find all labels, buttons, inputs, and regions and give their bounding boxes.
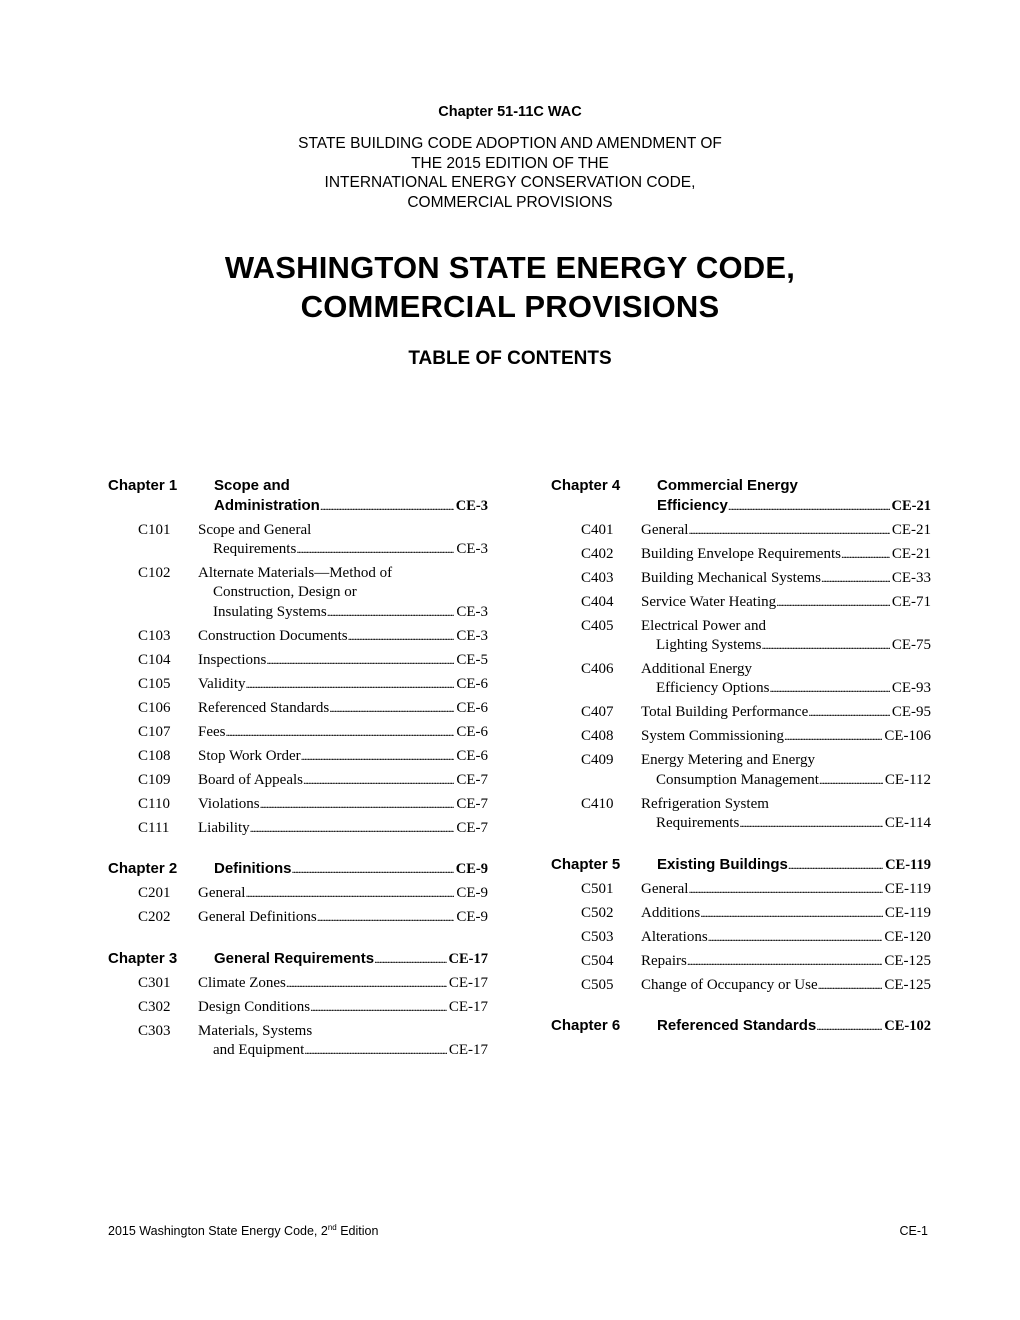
toc-section-entry[interactable] <box>551 521 931 540</box>
section-title-line <box>641 727 931 746</box>
section-title <box>641 952 931 971</box>
section-title-line <box>641 703 931 722</box>
section-title-text: Additions <box>641 904 701 921</box>
section-number: C501 <box>581 880 614 897</box>
chapter-spacer <box>108 928 488 949</box>
toc-chapter <box>551 476 931 834</box>
dot-leader <box>304 1041 447 1060</box>
section-number: C103 <box>138 627 171 644</box>
section-page: CE-21 <box>891 521 931 538</box>
chapter-title <box>657 476 931 516</box>
chapter-heading[interactable] <box>108 859 488 880</box>
toc-section-entry[interactable] <box>551 593 931 612</box>
toc-section-entry[interactable] <box>108 564 488 622</box>
dot-leader <box>303 771 454 790</box>
section-page: CE-3 <box>456 541 488 557</box>
chapter-id: Chapter 51-11C WAC <box>438 104 582 120</box>
chapter-title <box>657 1016 931 1037</box>
chapter-title-line <box>214 859 488 880</box>
section-number: C303 <box>138 1022 171 1039</box>
section-title-text: System Commissioning <box>641 728 784 745</box>
dot-leader <box>816 1016 882 1037</box>
section-page: CE-5 <box>456 651 488 668</box>
section-title <box>198 651 488 670</box>
chapter-heading[interactable] <box>551 855 931 876</box>
section-number: C405 <box>581 617 614 634</box>
section-page: CE-71 <box>891 593 931 610</box>
section-page: CE-3 <box>456 627 488 644</box>
section-number: C101 <box>138 521 171 538</box>
section-title-line: Additional Energy <box>641 661 752 677</box>
dot-leader <box>374 949 446 970</box>
section-title-text: Validity <box>198 675 246 692</box>
section-title-line <box>641 814 931 833</box>
section-number: C401 <box>581 521 614 538</box>
toc-section-entry[interactable] <box>108 699 488 718</box>
section-title-line: Alternate Materials—Method of <box>198 565 393 581</box>
toc-section-entry[interactable] <box>551 569 931 588</box>
chapter-label: Chapter 3 <box>108 949 178 967</box>
section-number: C407 <box>581 704 614 721</box>
chapter-label: Chapter 1 <box>108 477 178 494</box>
toc-section-entry[interactable] <box>108 974 488 993</box>
section-title-text: Alterations <box>641 928 708 945</box>
section-title-line <box>198 747 488 766</box>
toc-section-entry[interactable] <box>551 880 931 899</box>
dot-leader <box>226 723 455 742</box>
dot-leader <box>700 904 883 923</box>
section-title-text: Fees <box>198 723 226 740</box>
section-number: C505 <box>581 976 614 993</box>
toc-section-entry[interactable] <box>551 751 931 790</box>
section-page: CE-3 <box>456 603 488 620</box>
toc-section-entry[interactable] <box>108 771 488 790</box>
section-title-line <box>641 880 931 899</box>
toc-section-entry[interactable] <box>108 723 488 742</box>
chapter-label: Chapter 6 <box>551 1017 621 1035</box>
chapter-label: Chapter 5 <box>551 855 621 873</box>
section-number: C105 <box>138 675 171 692</box>
chapter-title-line <box>657 1016 931 1037</box>
toc-column-right <box>551 476 931 1037</box>
dot-leader <box>245 884 454 903</box>
section-number: C111 <box>138 819 170 836</box>
chapter-page: CE-9 <box>455 861 488 878</box>
chapter-page: CE-17 <box>448 950 488 967</box>
document-title <box>0 248 1020 326</box>
chapter-heading[interactable] <box>108 949 488 970</box>
section-number: C106 <box>138 699 171 716</box>
section-page: CE-119 <box>884 904 931 921</box>
section-page: CE-125 <box>884 952 931 969</box>
dot-leader <box>688 880 882 899</box>
toc-chapter <box>551 1016 931 1037</box>
section-page: CE-17 <box>448 1042 488 1059</box>
section-title-line <box>641 521 931 540</box>
toc-section-entry[interactable] <box>551 904 931 923</box>
section-title <box>641 880 931 899</box>
section-title-line: Refrigeration System <box>641 795 769 812</box>
section-title-line <box>641 976 931 995</box>
toc-section-entry[interactable] <box>108 908 488 927</box>
section-title-text: Violations <box>198 795 260 812</box>
section-page: CE-21 <box>891 545 931 562</box>
dot-leader <box>818 976 883 995</box>
section-title-text: Total Building Performance <box>641 704 809 721</box>
section-title-line <box>198 974 488 993</box>
section-page: CE-114 <box>884 815 931 832</box>
dot-leader <box>329 699 454 718</box>
section-title-line <box>198 603 488 622</box>
section-title-text: Repairs <box>641 952 687 969</box>
section-title-line <box>198 627 488 646</box>
section-title-line <box>198 723 488 742</box>
dot-leader <box>317 908 455 927</box>
section-page: CE-6 <box>456 723 488 740</box>
section-number: C408 <box>581 728 614 745</box>
section-page: CE-112 <box>884 771 931 788</box>
section-title-text: Consumption Management <box>656 771 819 788</box>
section-number: C410 <box>581 795 614 812</box>
section-title-text: Lighting Systems <box>656 637 762 653</box>
chapter-title-text: Administration <box>214 496 320 514</box>
dot-leader <box>784 727 882 746</box>
section-number: C108 <box>138 747 171 764</box>
dot-leader <box>821 569 890 588</box>
section-title-text: and Equipment <box>213 1042 305 1059</box>
chapter-page: CE-21 <box>891 497 931 514</box>
section-title-line <box>641 952 931 971</box>
chapter-title <box>657 855 931 876</box>
toc-chapter <box>108 949 488 1061</box>
section-title <box>641 703 931 722</box>
section-title-line <box>198 998 488 1017</box>
section-page: CE-93 <box>891 680 931 697</box>
section-title <box>198 771 488 790</box>
dot-leader <box>246 675 455 694</box>
section-page: CE-17 <box>448 974 488 991</box>
dot-leader <box>260 795 455 814</box>
section-page: CE-95 <box>891 704 931 721</box>
chapter-title <box>214 859 488 880</box>
chapter-page: CE-102 <box>884 1018 931 1035</box>
section-page: CE-106 <box>884 728 931 745</box>
chapter-title-line: Scope and <box>214 477 290 494</box>
footer-edition-prefix: 2015 Washington State Energy Code, 2 <box>108 1224 328 1238</box>
section-title <box>641 521 931 540</box>
section-title-line <box>198 819 488 838</box>
section-title-text: General <box>641 880 689 897</box>
chapter-label: Chapter 2 <box>108 860 178 878</box>
toc-section-entry[interactable] <box>551 928 931 947</box>
dot-leader <box>769 679 889 698</box>
toc-section-entry[interactable] <box>108 998 488 1017</box>
adoption-heading <box>0 134 1020 212</box>
dot-leader <box>776 593 890 612</box>
toc-chapter <box>108 859 488 928</box>
adoption-line: THE 2015 EDITION OF THE <box>411 154 609 172</box>
dot-leader <box>327 603 455 622</box>
dot-leader <box>320 496 454 517</box>
section-title-text: Building Envelope Requirements <box>641 545 841 562</box>
section-title <box>641 727 931 746</box>
section-title-line <box>198 884 488 903</box>
section-title <box>198 998 488 1017</box>
dot-leader <box>761 636 889 655</box>
section-title <box>198 675 488 694</box>
toc-section-entry[interactable] <box>551 703 931 722</box>
section-page: CE-75 <box>891 637 931 653</box>
section-number: C104 <box>138 651 171 668</box>
section-title-line <box>641 636 931 655</box>
footer-edition-suffix: Edition <box>336 1224 379 1238</box>
chapter-title-line <box>657 855 931 876</box>
section-number: C503 <box>581 928 614 945</box>
section-title-line <box>641 904 931 923</box>
section-page: CE-125 <box>884 976 931 993</box>
section-page: CE-6 <box>456 747 488 764</box>
dot-leader <box>301 747 455 766</box>
section-title <box>198 1022 488 1061</box>
toc-section-entry[interactable] <box>108 627 488 646</box>
section-title <box>641 660 931 699</box>
section-number: C404 <box>581 593 614 610</box>
dot-leader <box>808 703 890 722</box>
dot-leader <box>739 814 883 833</box>
toc-section-entry[interactable] <box>108 795 488 814</box>
chapter-spacer <box>551 834 931 855</box>
section-title-text: Building Mechanical Systems <box>641 569 821 586</box>
section-title-text: Efficiency Options <box>656 680 770 697</box>
section-title-text: General <box>641 521 689 538</box>
section-title-line: Energy Metering and Energy <box>641 752 815 769</box>
section-title-line <box>198 795 488 814</box>
chapter-spacer <box>551 995 931 1016</box>
footer-edition <box>108 1224 378 1238</box>
toc-column-left <box>108 476 488 1061</box>
toc-chapter <box>551 855 931 996</box>
section-title-line <box>198 540 488 559</box>
section-title <box>198 521 488 560</box>
section-title-text: Board of Appeals <box>198 771 303 788</box>
dot-leader <box>286 974 447 993</box>
section-title <box>641 976 931 995</box>
title-line: COMMERCIAL PROVISIONS <box>300 289 720 324</box>
chapter-page: CE-3 <box>455 497 488 514</box>
toc-section-entry[interactable] <box>108 651 488 670</box>
toc-section-entry[interactable] <box>551 727 931 746</box>
toc-section-entry[interactable] <box>108 521 488 560</box>
section-page: CE-33 <box>891 569 931 586</box>
section-title <box>198 884 488 903</box>
section-title <box>641 928 931 947</box>
chapter-heading[interactable] <box>551 476 931 516</box>
section-number: C406 <box>581 661 614 677</box>
section-title <box>641 569 931 588</box>
section-title-text: Requirements <box>213 541 297 557</box>
chapter-label: Chapter 4 <box>551 477 621 494</box>
chapter-title-text: General Requirements <box>214 949 375 967</box>
section-title <box>641 545 931 564</box>
section-number: C504 <box>581 952 614 969</box>
chapter-title-text: Efficiency <box>657 496 728 514</box>
toc-section-entry[interactable] <box>551 952 931 971</box>
dot-leader <box>310 998 447 1017</box>
section-title <box>641 617 931 656</box>
dot-leader <box>841 545 890 564</box>
section-page: CE-120 <box>884 928 931 945</box>
toc-heading: TABLE OF CONTENTS <box>408 348 612 369</box>
dot-leader <box>266 651 454 670</box>
chapter-title <box>214 476 488 516</box>
section-title-text: Service Water Heating <box>641 593 777 610</box>
section-number: C409 <box>581 752 614 769</box>
section-number: C403 <box>581 569 614 586</box>
section-title-text: Insulating Systems <box>213 603 327 620</box>
section-number: C102 <box>138 565 171 581</box>
section-title <box>641 751 931 790</box>
section-page: CE-119 <box>884 880 931 897</box>
section-number: C109 <box>138 771 171 788</box>
section-number: C502 <box>581 904 614 921</box>
section-title-line <box>198 651 488 670</box>
section-number: C110 <box>138 795 170 812</box>
section-title <box>641 795 931 834</box>
section-title-text: General <box>198 885 246 902</box>
section-page: CE-7 <box>456 819 488 836</box>
section-title-line <box>641 569 931 588</box>
section-title <box>198 974 488 993</box>
dot-leader <box>296 540 454 559</box>
toc-section-entry[interactable] <box>551 976 931 995</box>
section-number: C107 <box>138 723 171 740</box>
toc-section-entry[interactable] <box>551 660 931 699</box>
section-title-text: Change of Occupancy or Use <box>641 976 818 993</box>
toc-section-entry[interactable] <box>551 617 931 656</box>
dot-leader <box>292 859 454 880</box>
dot-leader <box>819 771 883 790</box>
dot-leader <box>687 952 883 971</box>
section-title-line <box>641 679 931 698</box>
chapter-heading[interactable] <box>551 1016 931 1037</box>
chapter-title-text: Existing Buildings <box>657 855 788 873</box>
section-title <box>198 627 488 646</box>
title-line: WASHINGTON STATE ENERGY CODE, <box>224 250 796 285</box>
section-title <box>641 593 931 612</box>
section-number: C302 <box>138 998 171 1015</box>
section-page: CE-7 <box>456 795 488 812</box>
chapter-title-text: Referenced Standards <box>657 1017 817 1035</box>
section-title-line <box>198 1041 488 1060</box>
section-title-line: Electrical Power and <box>641 617 766 634</box>
section-page: CE-7 <box>456 771 488 788</box>
toc-chapter <box>108 476 488 838</box>
section-title-line <box>198 908 488 927</box>
adoption-line: STATE BUILDING CODE ADOPTION AND AMENDMENT OF <box>298 135 722 152</box>
section-number: C402 <box>581 545 614 562</box>
section-title-line: Materials, Systems <box>198 1022 313 1039</box>
chapter-title-line: Commercial Energy <box>657 477 798 494</box>
section-title-text: Referenced Standards <box>198 699 330 716</box>
section-number: C201 <box>138 885 171 902</box>
section-page: CE-17 <box>448 998 488 1015</box>
chapter-title-line <box>214 496 488 517</box>
chapter-heading[interactable] <box>108 476 488 516</box>
section-title <box>198 908 488 927</box>
chapter-title-line <box>214 949 488 970</box>
section-title-line <box>198 771 488 790</box>
section-title-text: General Definitions <box>198 909 317 926</box>
toc-section-entry[interactable] <box>108 819 488 838</box>
section-title-line <box>641 545 931 564</box>
section-title-text: Requirements <box>656 815 740 832</box>
toc-section-entry[interactable] <box>551 545 931 564</box>
dot-leader <box>348 627 455 646</box>
section-title <box>198 564 488 622</box>
section-title-line: Scope and General <box>198 521 312 538</box>
section-title <box>198 699 488 718</box>
section-number: C202 <box>138 909 171 926</box>
toc-section-entry[interactable] <box>108 675 488 694</box>
section-title-text: Inspections <box>198 651 267 668</box>
section-page: CE-6 <box>456 699 488 716</box>
section-page: CE-9 <box>456 885 488 902</box>
section-title-text: Climate Zones <box>198 974 286 991</box>
toc-section-entry[interactable] <box>108 747 488 766</box>
dot-leader <box>788 855 883 876</box>
dot-leader <box>708 928 883 947</box>
section-title-text: Liability <box>198 819 250 836</box>
chapter-spacer <box>108 838 488 859</box>
chapter-page: CE-119 <box>885 856 931 873</box>
dot-leader <box>250 819 455 838</box>
adoption-line: INTERNATIONAL ENERGY CONSERVATION CODE, <box>324 174 696 192</box>
section-title-text: Stop Work Order <box>198 747 301 764</box>
section-title-line <box>641 593 931 612</box>
section-title <box>198 819 488 838</box>
dot-leader <box>688 521 889 540</box>
section-number: C301 <box>138 974 171 991</box>
toc-section-entry[interactable] <box>108 884 488 903</box>
chapter-title-line <box>657 496 931 517</box>
section-page: CE-6 <box>456 675 488 692</box>
toc-section-entry[interactable] <box>551 795 931 834</box>
chapter-title-text: Definitions <box>214 860 292 878</box>
section-title-line <box>641 928 931 947</box>
section-title-text: Design Conditions <box>198 998 311 1015</box>
section-title-line <box>198 675 488 694</box>
section-title-line <box>641 771 931 790</box>
section-page: CE-9 <box>456 909 488 926</box>
section-title <box>198 795 488 814</box>
section-title <box>198 747 488 766</box>
section-title <box>641 904 931 923</box>
section-title-text: Construction Documents <box>198 627 348 644</box>
section-title-line: Construction, Design or <box>213 584 357 601</box>
footer-edition-sup: nd <box>327 1222 337 1232</box>
adoption-line: COMMERCIAL PROVISIONS <box>407 193 613 211</box>
chapter-title <box>214 949 488 970</box>
dot-leader <box>728 496 890 517</box>
section-title <box>198 723 488 742</box>
section-title-line <box>198 699 488 718</box>
toc-section-entry[interactable] <box>108 1022 488 1061</box>
footer-page-number: CE-1 <box>899 1224 928 1238</box>
